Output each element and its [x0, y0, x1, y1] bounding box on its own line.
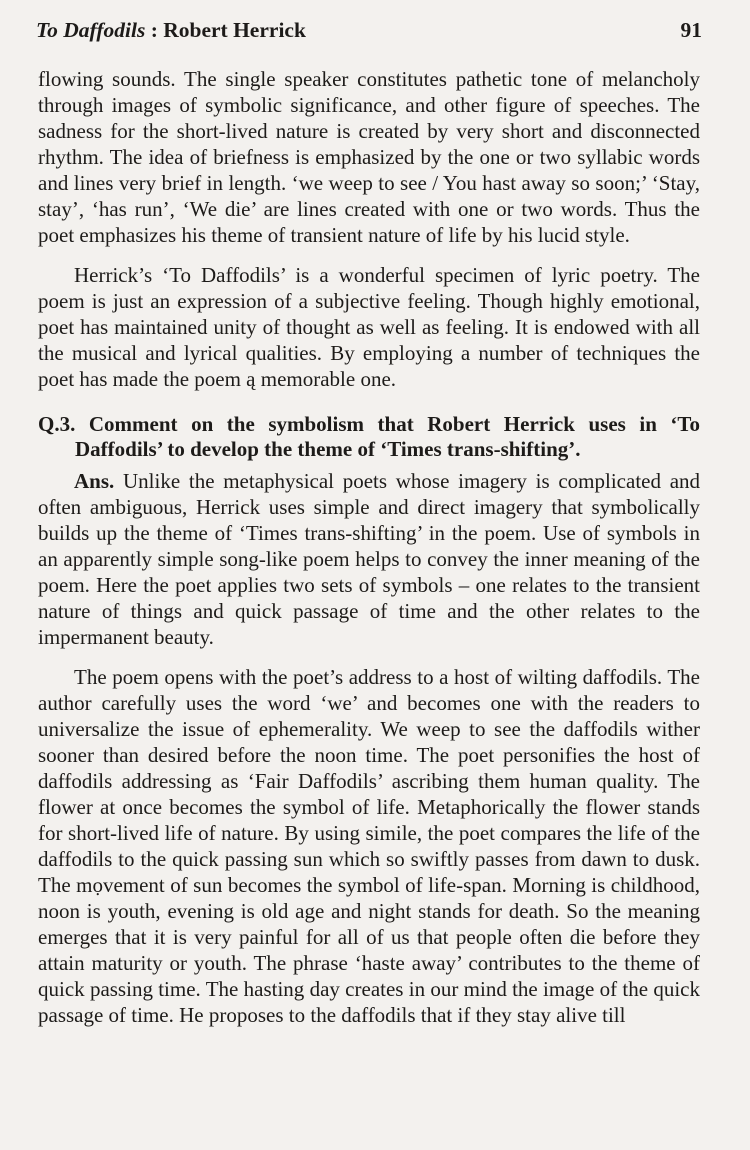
running-header [36, 18, 702, 43]
answer-paragraph [38, 468, 700, 650]
paragraph-lyric-specimen: Herrick’s ‘To Daffodils’ is a wonderful specimen of lyric poetry. The poem is just an expression of a subjective feeling. Though highly emotional, poet has maintained unity of thought as well as feeling. It is endowed with all the musical and lyrical qualities. By employing a number of techniques the poet has made the poem ą memorable one. [38, 263, 700, 391]
author-name: Robert Herrick [163, 18, 306, 42]
page-body [38, 66, 700, 1028]
question-heading: Q.3. Comment on the symbolism that Robert Herrick uses in ‘To Daffodils’ to develop the theme of ‘Times trans-shifting’. [38, 412, 700, 461]
running-title [36, 18, 306, 43]
answer-text: Unlike the metaphysical poets whose imagery is complicated and often ambiguous, Herrick uses simple and direct imagery that symbolically builds up the theme of ‘Times trans-shifting’ in the poem. Use of symbols in an apparently simple song-like poem helps to convey the inner meaning of the poem. Here the poet applies two sets of symbols – one relates to the transient nature of things and quick passage of time and the other relates to the impermanent beauty. [38, 469, 701, 649]
work-title: To Daffodils [36, 18, 146, 42]
title-separator: : [145, 18, 164, 42]
paragraph-continued: flowing sounds. The single speaker constitutes pathetic tone of melancholy through images of symbolic significance, and other figure of speeches. The sadness for the short-lived nature is created by very short and disconnected rhythm. The idea of briefness is emphasized by the one or two syllabic words and lines very brief in length. ‘we weep to see / You hast away so soon;’ ‘Stay, stay’, ‘has run’, ‘We die’ are lines created with one or two words. Thus the poet emphasizes his theme of transient nature of life by his lucid style. [38, 67, 700, 247]
answer-label: Ans. [74, 469, 115, 493]
paragraph-poem-opening: The poem opens with the poet’s address to a host of wilting daffodils. The author carefully uses the word ‘we’ and becomes one with the readers to universalize the issue of ephemerality. We weep to see the daffodils wither sooner than desired before the noon time. The poet personifies the host of daffodils addressing as ‘Fair Daffodils’ ascribing them human quality. The flower at once becomes the symbol of life. Metaphorically the flower stands for short-lived life of nature. By using simile, the poet compares the life of the daffodils to the quick passing sun which so swiftly passes from dawn to dusk. The mọvement of sun becomes the symbol of life-span. Morning is childhood, noon is youth, evening is old age and night stands for death. So the meaning emerges that it is very painful for all of us that people often die before they attain maturity or youth. The phrase ‘haste away’ contributes to the theme of quick passing time. The hasting day creates in our mind the image of the quick passage of time. He proposes to the daffodils that if they stay alive till [38, 665, 700, 1027]
page-number: 91 [680, 18, 702, 42]
